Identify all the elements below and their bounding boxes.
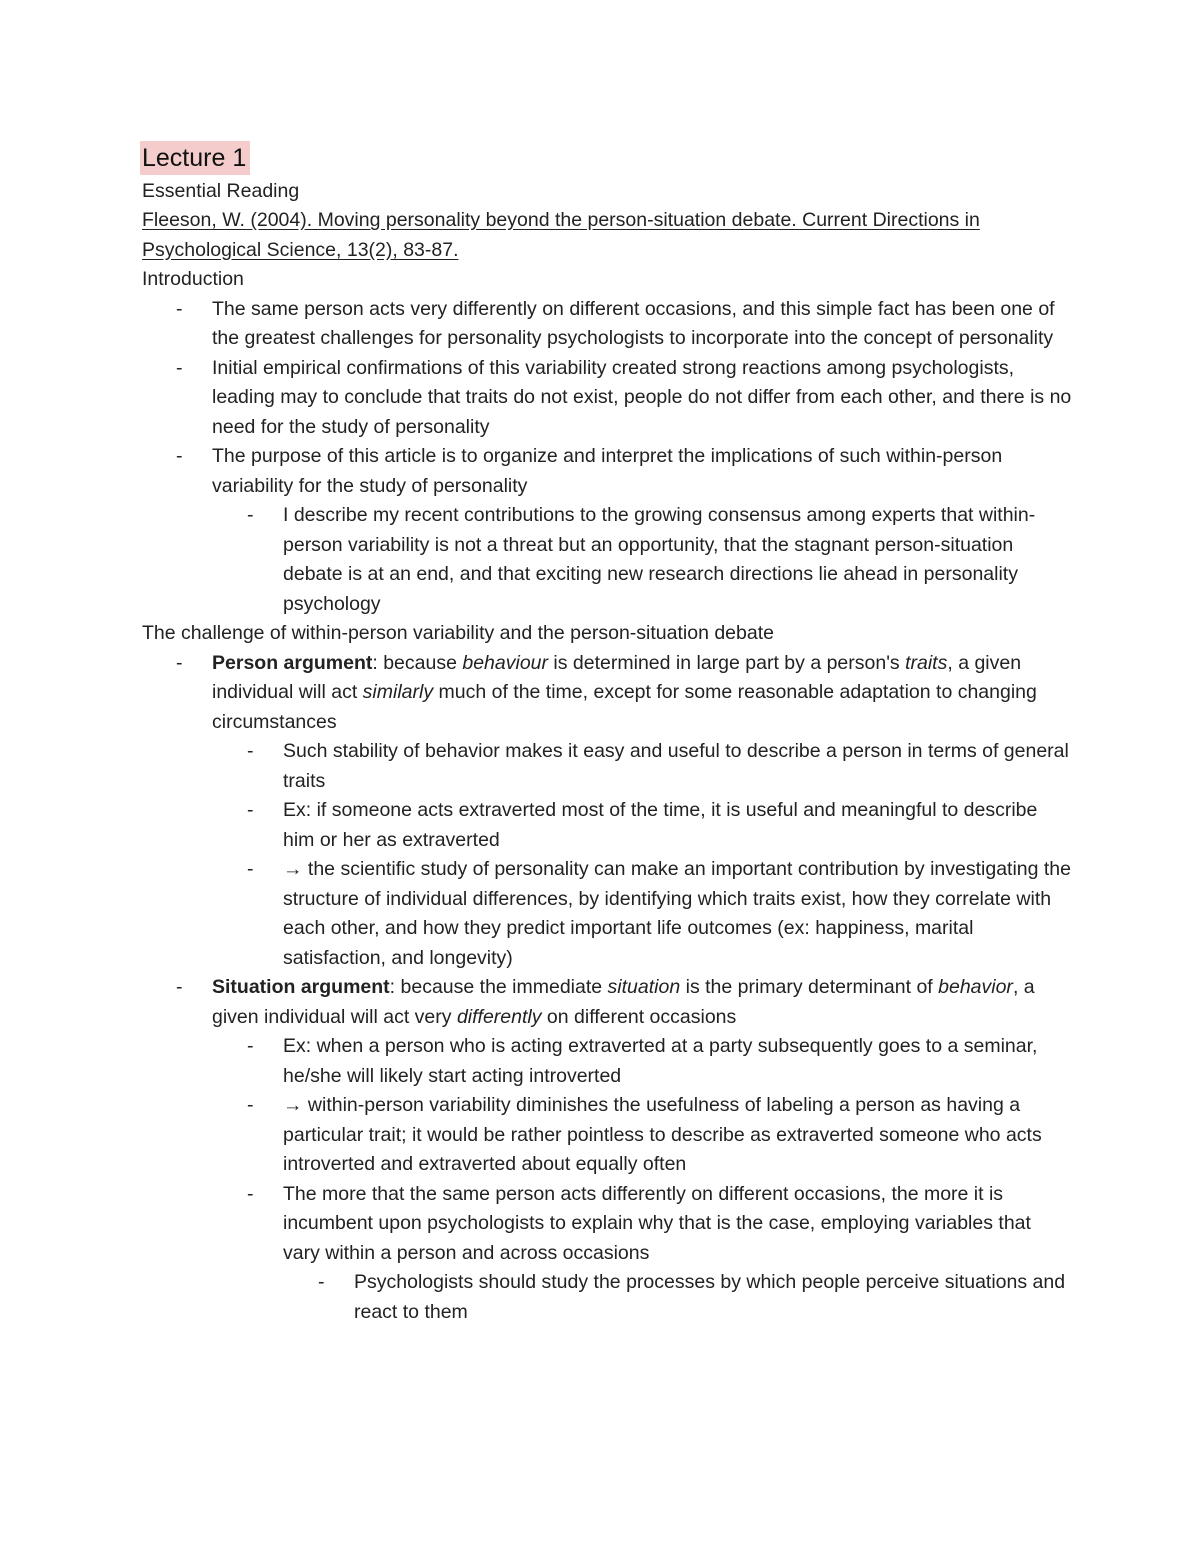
text-fragment: : because the immediate	[389, 976, 608, 998]
text-fragment: is determined in large part by a person's	[548, 651, 906, 674]
bullet-dash: -	[247, 799, 254, 821]
lecture-title: Lecture 1	[140, 141, 250, 175]
bullet-dash: -	[176, 651, 183, 674]
emphasis: similarly	[362, 681, 434, 703]
text-fragment: much of the time, except for some reasonable adaptation to changing circumstances	[212, 681, 1037, 733]
bullet-dash: -	[247, 1094, 254, 1116]
list-item	[142, 1091, 1072, 1180]
citation-text: Fleeson, W. (2004). Moving personality beyond the person-situation debate. Current Directions in Psychological Science, 13(2), 83-87.	[142, 209, 980, 261]
list-item	[142, 295, 1072, 354]
essential-reading-label: Essential Reading	[142, 179, 300, 202]
list-item	[142, 1180, 1072, 1269]
bullet-dash: -	[176, 356, 183, 379]
situation-argument-label: Situation argument	[212, 976, 390, 998]
section-heading-introduction: Introduction	[142, 268, 244, 290]
text-fragment: , a given individual will act very	[212, 976, 1035, 1028]
emphasis: traits	[905, 651, 948, 674]
bullet-dash: -	[318, 1271, 325, 1293]
bullet-dash: -	[176, 976, 183, 998]
list-item-situation-argument	[142, 973, 1072, 1032]
list-item	[142, 1032, 1072, 1091]
list-item-text: The more that the same person acts differently on different occasions, the more it is incumbent upon psychologists to explain why that is the case, employing variables that vary within a person and across occasions	[283, 1182, 1031, 1264]
list-item	[142, 442, 1072, 501]
title-row	[142, 141, 1072, 176]
list-item-text: Ex: if someone acts extraverted most of the time, it is useful and meaningful to describe him or her as extraverted	[283, 799, 1038, 851]
list-item-text: I describe my recent contributions to the growing consensus among experts that within-person variability is not a threat but an opportunity, that the stagnant person-situation debate is at an end, and that exciting new research directions lie ahead in personality psychology	[283, 504, 1036, 615]
emphasis: behavior	[938, 976, 1013, 998]
bullet-dash: -	[176, 297, 183, 320]
list-item	[142, 1268, 1072, 1327]
list-item-text: Such stability of behavior makes it easy and useful to describe a person in terms of general traits	[283, 740, 1069, 792]
bullet-dash: -	[176, 445, 183, 467]
text-fragment: on different occasions	[541, 1005, 737, 1028]
list-item-text: Ex: when a person who is acting extraverted at a party subsequently goes to a seminar, he/she will likely start acting introverted	[283, 1035, 1038, 1087]
bullet-dash: -	[247, 504, 254, 526]
list-item-person-argument	[142, 649, 1072, 738]
text-fragment: , a given individual will act	[212, 651, 1022, 703]
emphasis: behaviour	[462, 651, 549, 674]
text-fragment: : because	[372, 651, 463, 674]
emphasis: situation	[607, 976, 681, 998]
bullet-dash: -	[247, 1035, 254, 1057]
text-fragment: is the primary determinant of	[680, 976, 939, 998]
bullet-dash: -	[247, 858, 254, 880]
section-heading-challenge: The challenge of within-person variability and the person-situation debate	[142, 622, 774, 644]
person-argument-label: Person argument	[212, 651, 373, 674]
document-page	[142, 141, 1072, 1327]
list-item-text: The same person acts very differently on different occasions, and this simple fact has been one of the greatest challenges for personality psychologists to incorporate into the concept of personality	[212, 297, 1055, 349]
list-item	[142, 737, 1072, 796]
list-item	[142, 501, 1072, 619]
citation	[142, 206, 1072, 265]
bullet-dash: -	[247, 1182, 254, 1205]
list-item-text	[212, 652, 1037, 733]
list-item-text: Initial empirical confirmations of this variability created strong reactions among psychologists, leading may to conclude that traits do not exist, people do not differ from each other, and there is no need for the study of personality	[212, 356, 1072, 438]
list-item	[142, 855, 1072, 973]
list-item-text: The purpose of this article is to organize and interpret the implications of such within-person variability for the study of personality	[212, 445, 1003, 497]
list-item-text: Psychologists should study the processes by which people perceive situations and react to them	[354, 1271, 1066, 1323]
list-item	[142, 354, 1072, 443]
list-item-text: → the scientific study of personality can make an important contribution by investigating the structure of individual differences, by identifying which traits exist, how they correlate with each other, and how they predict important life outcomes (ex: happiness, marital satisfaction, and longevity)	[283, 858, 1071, 969]
list-item-text: → within-person variability diminishes the usefulness of labeling a person as having a particular trait; it would be rather pointless to describe as extraverted someone who acts introverted and extraverted about equally often	[283, 1094, 1042, 1175]
bullet-dash: -	[247, 740, 254, 762]
list-item	[142, 796, 1072, 855]
emphasis: differently	[456, 1005, 542, 1028]
list-item-text	[212, 976, 1035, 1028]
